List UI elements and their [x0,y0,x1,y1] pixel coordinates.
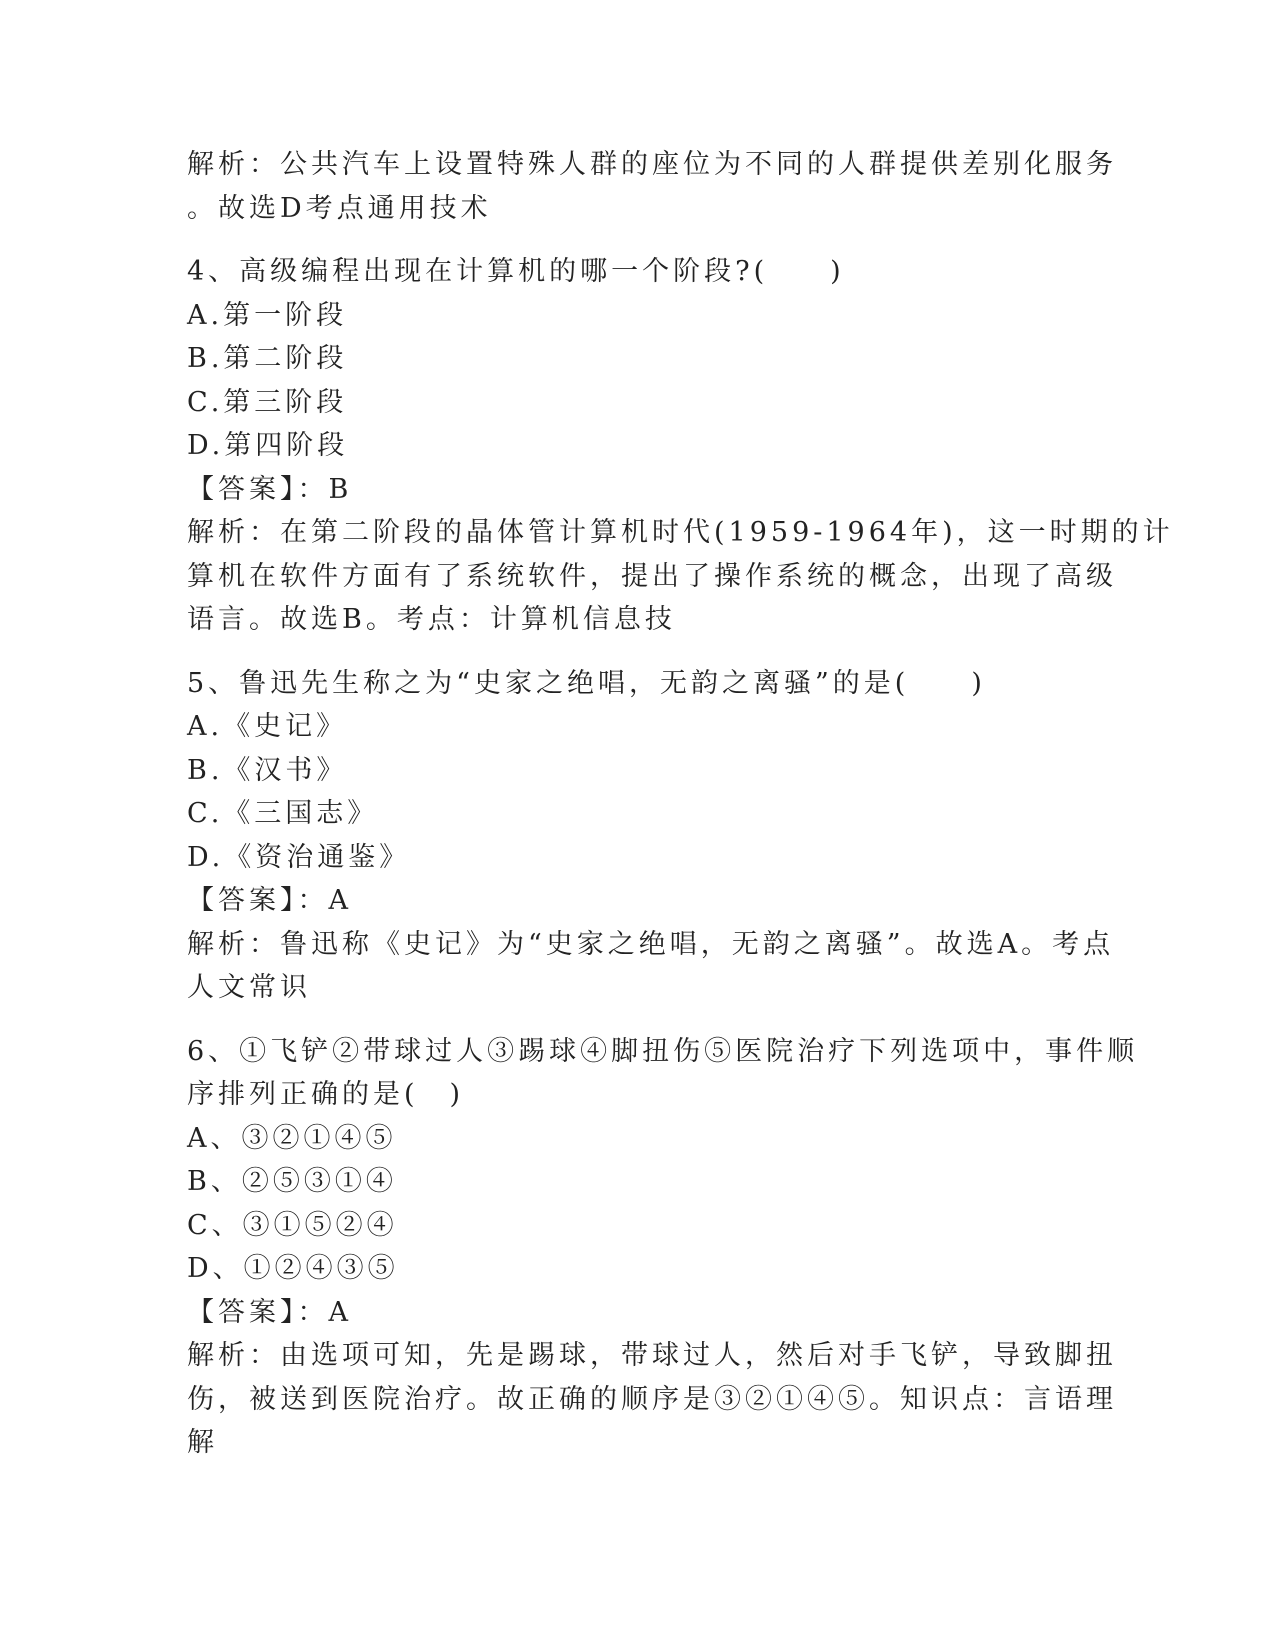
option-d: D、①②④③⑤ [187,1253,399,1284]
question-4 [187,250,1174,642]
question-stem: 6、①飞铲②带球过人③踢球④脚扭伤⑤医院治疗下列选项中，事件顺 [187,1035,1139,1067]
option-b: B、②⑤③①④ [187,1166,397,1197]
analysis-line: 算机在软件方面有了系统软件，提出了操作系统的概念，出现了高级 [187,560,1117,592]
option-d: D.《资治通鉴》 [187,841,411,873]
document-content [187,143,1174,1465]
analysis-line: 解析：由选项可知，先是踢球，带球过人，然后对手飞铲，导致脚扭 [187,1340,1117,1371]
answer: 【答案】：A [187,1296,352,1328]
option-c: C、③①⑤②④ [187,1209,398,1241]
analysis-line: 解析：公共汽车上设置特殊人群的座位为不同的人群提供差别化服务 [187,149,1117,180]
question-stem: 序排列正确的是( ) [187,1079,465,1110]
analysis-line: 伤，被送到医院治疗。故正确的顺序是③②①④⑤。知识点：言语理 [187,1383,1117,1415]
intro-analysis [187,143,1117,230]
option-a: A.《史记》 [187,711,348,742]
analysis-line: 语言。故选B。考点：计算机信息技 [187,604,676,635]
analysis-line: 解析：鲁迅称《史记》为“史家之绝唱，无韵之离骚”。故选A。考点 [187,928,1115,960]
question-6 [187,1030,1139,1465]
option-a: A.第一阶段 [187,299,348,331]
analysis-line: 人文常识 [187,972,311,1003]
question-stem: 5、鲁迅先生称之为“史家之绝唱，无韵之离骚”的是( ) [187,667,986,699]
question-5 [187,662,1115,1010]
option-d: D.第四阶段 [187,430,349,461]
option-c: C.《三国志》 [187,798,379,829]
question-stem: 4、高级编程出现在计算机的哪一个阶段?( ) [187,256,845,287]
analysis-line: 解 [187,1427,218,1458]
answer: 【答案】：A [187,885,352,916]
answer: 【答案】：B [187,473,353,505]
option-a: A、③②①④⑤ [187,1122,397,1154]
option-c: C.第三阶段 [187,386,348,418]
analysis-line: 。故选D考点通用技术 [187,192,492,224]
analysis-line: 解析：在第二阶段的晶体管计算机时代(1959-1964年)，这一时期的计 [187,517,1174,548]
option-b: B.《汉书》 [187,754,348,786]
option-b: B.第二阶段 [187,343,348,374]
